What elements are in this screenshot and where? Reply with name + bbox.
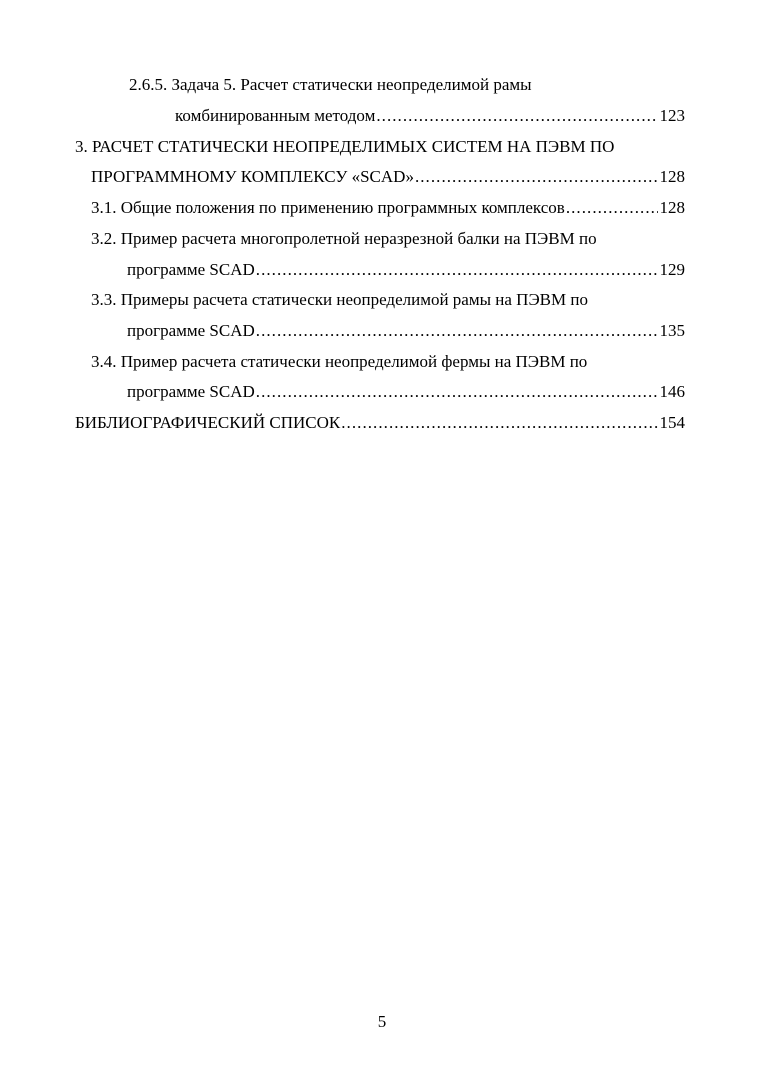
toc-page-number: 123: [659, 106, 685, 125]
toc-entry-3-4-line2[interactable]: [127, 380, 685, 404]
toc-entry-3-3-line2[interactable]: [127, 319, 685, 343]
toc-entry-3-1[interactable]: [91, 196, 685, 220]
dot-leader: [256, 319, 658, 343]
toc-entry-3-3-line1: [91, 288, 588, 312]
toc-entry-3-line1: [75, 135, 614, 159]
toc-entry-text: 3.1. Общие положения по применению программных комплексов: [91, 198, 565, 217]
toc-page-number: 129: [659, 260, 685, 279]
toc-entry-3-2-line1: [91, 227, 597, 251]
toc-entry-text: 3.4. Пример расчета статически неопределимой фермы на ПЭВМ по: [91, 352, 588, 371]
toc-entry-text: 3.3. Примеры расчета статически неопределимой рамы на ПЭВМ по: [91, 290, 588, 309]
toc-entry-3-line2[interactable]: [91, 165, 685, 189]
toc-entry-2-6-5-line1: [129, 73, 532, 97]
toc-entry-text: БИБЛИОГРАФИЧЕСКИЙ СПИСОК: [75, 413, 341, 432]
toc-entry-text: комбинированным методом: [175, 106, 376, 125]
toc-page-number: 146: [659, 382, 685, 401]
toc-entry-text: программе SCAD: [127, 260, 255, 279]
page-number: 5: [377, 1012, 387, 1031]
toc-entry-3-2-line2[interactable]: [127, 258, 685, 282]
toc-page-number: 128: [659, 167, 685, 186]
dot-leader: [256, 258, 658, 282]
toc-entry-bibliography[interactable]: [75, 411, 685, 435]
toc-entry-text: программе SCAD: [127, 382, 255, 401]
dot-leader: [415, 165, 658, 189]
toc-entry-text: ПРОГРАММНОМУ КОМПЛЕКСУ «SCAD»: [91, 167, 414, 186]
toc-page-number: 128: [659, 198, 685, 217]
dot-leader: [376, 104, 657, 128]
toc-entry-text: 3. РАСЧЕТ СТАТИЧЕСКИ НЕОПРЕДЕЛИМЫХ СИСТЕМ НА ПЭВМ ПО: [75, 137, 615, 156]
dot-leader: [566, 196, 658, 220]
dot-leader: [256, 380, 658, 404]
dot-leader: [341, 411, 657, 435]
toc-entry-text: программе SCAD: [127, 321, 255, 340]
toc-entry-2-6-5-line2[interactable]: [175, 104, 685, 128]
toc-page-number: 135: [659, 321, 685, 340]
toc-entry-3-4-line1: [91, 350, 587, 374]
toc-entry-text: 3.2. Пример расчета многопролетной неразрезной балки на ПЭВМ по: [91, 229, 597, 248]
toc-entry-text: 2.6.5. Задача 5. Расчет статически неопределимой рамы: [129, 75, 532, 94]
toc-page-number: 154: [659, 413, 685, 432]
